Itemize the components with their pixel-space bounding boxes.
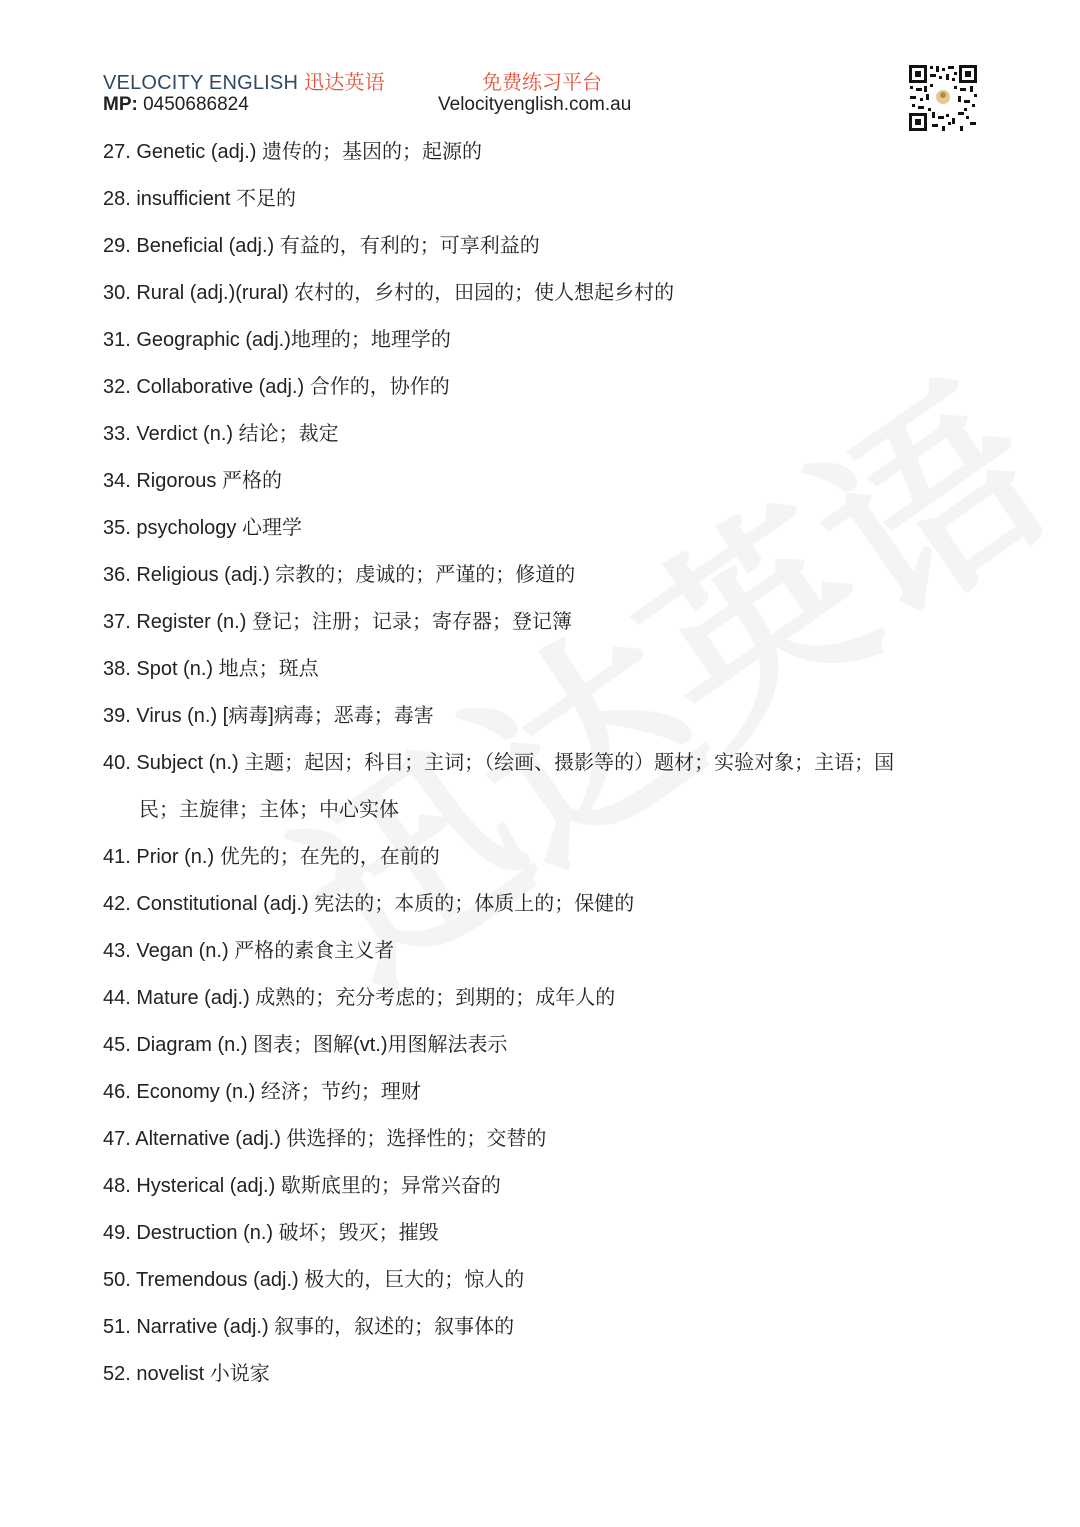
list-item: 36. Religious (adj.) 宗教的；虔诚的；严谨的；修道的 [103,564,576,586]
list-item: 34. Rigorous 严格的 [103,470,282,492]
list-item: 29. Beneficial (adj.) 有益的，有利的；可享利益的 [103,235,540,257]
list-item: 27. Genetic (adj.) 遗传的；基因的；起源的 [103,141,482,163]
list-item: 31. Geographic (adj.)地理的；地理学的 [103,329,451,351]
list-item: 48. Hysterical (adj.) 歇斯底里的；异常兴奋的 [103,1175,501,1197]
list-item: 39. Virus (n.) [病毒]病毒；恶毒；毒害 [103,705,434,727]
list-item: 47. Alternative (adj.) 供选择的；选择性的；交替的 [103,1128,547,1150]
brand-name-en: VELOCITY ENGLISH [103,72,299,94]
website-url[interactable]: Velocityenglish.com.au [438,94,632,115]
list-item: 38. Spot (n.) 地点；斑点 [103,658,319,680]
list-item: 46. Economy (n.) 经济；节约；理财 [103,1081,421,1103]
phone-label: MP: [103,94,138,115]
brand-title [103,66,385,95]
vocabulary-list [103,136,983,1405]
list-item: 52. novelist 小说家 [103,1363,270,1385]
list-item: 40. Subject (n.) 主题；起因；科目；主词；（绘画、摄影等的）题材；实验对象；主语；国 民；主旋律；主体；中心实体 [103,747,983,826]
list-item: 41. Prior (n.) 优先的；在先的，在前的 [103,846,440,868]
list-item: 44. Mature (adj.) 成熟的；充分考虑的；到期的；成年人的 [103,987,616,1009]
list-item: 28. insufficient 不足的 [103,188,297,210]
list-item: 45. Diagram (n.) 图表；图解(vt.)用图解法表示 [103,1034,508,1056]
list-item: 50. Tremendous (adj.) 极大的，巨大的；惊人的 [103,1269,525,1291]
list-item: 37. Register (n.) 登记；注册；记录；寄存器；登记簿 [103,611,572,633]
list-item-continuation: 民；主旋律；主体；中心实体 [139,799,399,821]
brand-name-cn: 迅达英语 [304,72,385,94]
list-item: 49. Destruction (n.) 破坏；毁灭；摧毁 [103,1222,439,1244]
list-item: 30. Rural (adj.)(rural) 农村的，乡村的，田园的；使人想起乡村的 [103,282,675,304]
list-item: 35. psychology 心理学 [103,517,302,539]
phone-number: 0450686824 [143,94,249,115]
platform-label: 免费练习平台 [482,72,602,94]
list-item: 42. Constitutional (adj.) 宪法的；本质的；体质上的；保健的 [103,893,635,915]
list-item: 32. Collaborative (adj.) 合作的，协作的 [103,376,450,398]
phone-line [103,94,249,116]
list-item: 33. Verdict (n.) 结论；裁定 [103,423,339,445]
qr-code-icon [908,64,978,132]
page-header [0,0,1080,140]
list-item: 43. Vegan (n.) 严格的素食主义者 [103,940,395,962]
list-item: 51. Narrative (adj.) 叙事的，叙述的；叙事体的 [103,1316,515,1338]
